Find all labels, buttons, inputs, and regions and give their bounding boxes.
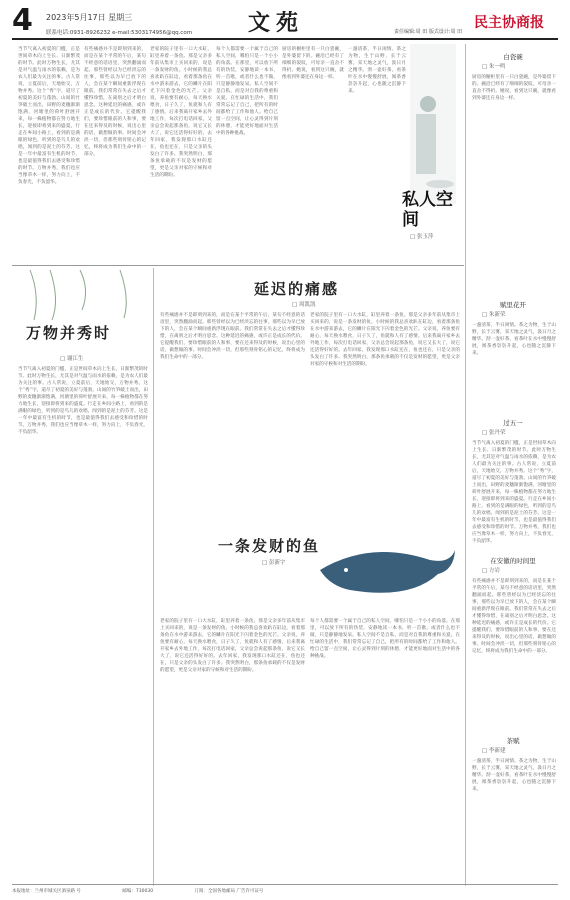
article-title-fish: 一条发财的鱼 [218, 537, 321, 555]
footer-rule [12, 884, 558, 885]
footer-license: 订阅：全国各地邮局 广告许可证号 [194, 889, 264, 894]
column-divider [153, 268, 154, 886]
poem-title-baishou: 白瓷碗 [503, 53, 523, 61]
section-divider [12, 265, 464, 266]
essay-title-tea: 茶赋 [506, 737, 520, 745]
page-number: 4 [12, 3, 33, 38]
poem-body-reply: 一盏清茶，半日闲情。茶之为物，生于山野，长于云雾，采天地之灵气，汲日月之精华。沏一壶好茶，看茶叶在水中慢慢舒展，闻茶香袅袅升起，心也随之沉静下来。 [472, 323, 556, 356]
article-author-pain: □ 周凯凯 [292, 302, 316, 308]
footer-postcode: 邮编：730030 [122, 889, 154, 894]
article-body-fish: 老家的院子里有一口大水缸，缸里养着一条鱼。那是父亲多年前从集市上买回来的，说是一条发财的鱼。小时候的我总喜欢趴在缸边，看着那条鱼在水中游来游去，它的鳞片在阳光下闪着金色的光芒。父亲说，养鱼要有耐心，每天换水喂食，日子久了，鱼就和人有了感情。后来我离开家乡去外地工作，每次打电话回家，父亲总会说起那条鱼，说它又长大了，说它还活得好好的。去年回家，我发现那口水缸还在，鱼也还在，只是父亲的头发白了许多。我突然明白，那条鱼承载的不仅是发财的愿望，更是父亲对家的守候和对生活的期盼。 [160, 619, 305, 673]
private-space-title: 私人空间 [402, 190, 453, 230]
header-rule [12, 38, 558, 40]
article-body-fish-cont: 每个人都需要一个属于自己的私人空间，哪怕只是一个小小的角落。在那里，可以放下所有的伪装，安静地读一本书，听一首歌，或者什么也不做，只是静静地发呆。私人空间不是自私，而是对自我的尊重和关爱。在忙碌的生活中，我们常常忘记了自己，把所有的时间都给了工作和他人。给自己留一点空间，让心灵得到片刻的休憩，才能更好地面对生活中的各种挑战。 [310, 619, 460, 659]
poem-body-baishou: 厨房的橱柜里有一只白瓷碗，是外婆留下的。碗沿已经有了细细的裂纹，可母亲一直舍不得扔。她说，看到这只碗，就像看到外婆还在身边一样。 [472, 75, 556, 101]
contact-info: 联系电话:0931-8926232 e-mail:5303174956@qq.com [46, 30, 193, 36]
poem-author-anhui: □ 方岩 [482, 568, 500, 574]
footer-address: 本报地址：兰州市城关区酒泉路 号 [12, 889, 81, 894]
willow-illustration [20, 270, 150, 320]
footer [12, 888, 558, 894]
poem-body-anhui: 有些痛感并不是即刻到来的，而是在某个平常的午后，某句不经意的话语里，突然翻涌而起。那些曾经以为已经淡忘的往事，那些以为早已放下的人，会在某个瞬间重新浮现在眼前。我们常常在失去之后才懂得珍惜，在离别之后才明白思念。这种延迟的痛感，或许正是成长的代价。它提醒我们，要珍惜眼前的人和事，要在还来得及的时候，说出心里的话，做想做的事。时间会冲淡一切，但那些刻骨铭心的记忆，终将成为我们生命中的一部分。 [472, 579, 556, 654]
essay-author-tea: □ 李新建 [482, 748, 506, 754]
poem-body-mayday: 当节气离入初夏的门槛，正是世间草木向上生长、日渐繁茂的时节。此时万物生长，尤其是对气温与雨水的依赖，是为农人们最为关注的事。古人常说，立夏前后，天地始交，万物并秀。这个“秀”字，道尽了初夏的美好与蓬勃。山间的竹笋破土而出，田野的麦穗渐渐饱满，河塘里的荷叶舒展开来，每一株植物都在努力地生长，迎接即将到来的盛夏。行走在乡间小路上，看到的是满眼的绿色，听到的是鸟儿的欢唱，闻到的是泥土的芬芳。这是一年中最富有生机的时节，也是最值得我们去感受和珍惜的时节。万物并秀，我们也应当像草木一样，努力向上，不负春光，不负韶华。 [472, 441, 556, 544]
whale-illustration [310, 530, 460, 610]
poem-author-baishou: □ 朱一鸣 [482, 64, 506, 70]
paper-name: 民主协商报 [474, 15, 544, 31]
text-column: 每个人都需要一个属于自己的私人空间，哪怕只是一个小小的角落。在那里，可以放下所有的伪装，安静地读一本书，听一首歌，或者什么也不做，只是静静地发呆。私人空间不是自私，而是对自我的尊重和关爱。在忙碌的生活中，我们常常忘记了自己，把所有的时间都给了工作和他人。给自己留一点空间，让心灵得到片刻的休憩，才能更好地面对生活中的各种挑战。 [216, 47, 278, 136]
essay-body-tea: 一盏清茶，半日闲情。茶之为物，生于山野，长于云雾，采天地之灵气，汲日月之精华。沏一壶好茶，看茶叶在水中慢慢舒展，闻茶香袅袅升起，心也随之沉静下来。 [472, 759, 556, 792]
article-author-fish: □ 彭新宇 [262, 560, 286, 566]
text-column: 厨房的橱柜里有一只白瓷碗，是外婆留下的。碗沿已经有了细细的裂纹，可母亲一直舍不得扔。她说，看到这只碗，就像看到外婆还在身边一样。 [282, 47, 344, 80]
poem-title-mayday: 过五一 [503, 419, 523, 427]
poem-title-anhui: 在安徽的时间里 [490, 557, 536, 565]
article-title-nature: 万物并秀时 [26, 324, 112, 342]
article-title-pain: 延迟的痛感 [254, 280, 340, 298]
sidebar-divider [465, 44, 466, 886]
issue-date: 2023年5月17日 星期三 [46, 13, 133, 22]
poem-author-mayday: □ 张丹荣 [482, 430, 506, 436]
article-body-pain: 有些痛感并不是即刻到来的，而是在某个平常的午后，某句不经意的话语里，突然翻涌而起。那些曾经以为已经淡忘的往事，那些以为早已放下的人，会在某个瞬间重新浮现在眼前。我们常常在失去之后才懂得珍惜，在离别之后才明白思念。这种延迟的痛感，或许正是成长的代价。它提醒我们，要珍惜眼前的人和事，要在还来得及的时候，说出心里的话，做想做的事。时间会冲淡一切，但那些刻骨铭心的记忆，终将成为我们生命中的一部分。 [160, 313, 305, 360]
text-column: 当节气离入初夏的门槛，正是世间草木向上生长、日渐繁茂的时节。此时万物生长，尤其是对气温与雨水的依赖，是为农人们最为关注的事。古人常说，立夏前后，天地始交，万物并秀。这个“秀”字，道尽了初夏的美好与蓬勃。山间的竹笋破土而出，田野的麦穗渐渐饱满，河塘里的荷叶舒展开来，每一株植物都在努力地生长，迎接即将到来的盛夏。行走在乡间小路上，看到的是满眼的绿色，听到的是鸟儿的欢唱，闻到的是泥土的芬芳。这是一年中最富有生机的时节，也是最值得我们去感受和珍惜的时节。万物并秀，我们也应当像草木一样，努力向上，不负春光，不负韶华。 [18, 47, 80, 185]
poem-author-reply: □ 朱新荣 [482, 312, 506, 318]
poem-title-reply: 赋里花开 [500, 301, 526, 309]
private-space-author: □ 张玉萍 [410, 234, 434, 240]
text-column: 老家的院子里有一口大水缸，缸里养着一条鱼。那是父亲多年前从集市上买回来的，说是一条发财的鱼。小时候的我总喜欢趴在缸边，看着那条鱼在水中游来游去，它的鳞片在阳光下闪着金色的光芒。父亲说，养鱼要有耐心，每天换水喂食，日子久了，鱼就和人有了感情。后来我离开家乡去外地工作，每次打电话回家，父亲总会说起那条鱼，说它又长大了，说它还活得好好的。去年回家，我发现那口水缸还在，鱼也还在，只是父亲的头发白了许多。我突然明白，那条鱼承载的不仅是发财的愿望，更是父亲对家的守候和对生活的期盼。 [150, 47, 212, 178]
private-space-illustration [410, 44, 456, 204]
editor-info: 责任编辑:周 田 版式设计:周 田 [394, 29, 463, 35]
text-column: 一盏清茶，半日闲情。茶之为物，生于山野，长于云雾，采天地之灵气，汲日月之精华。沏一壶好茶，看茶叶在水中慢慢舒展，闻茶香袅袅升起，心也随之沉静下来。 [348, 47, 406, 94]
section-title: 文苑 [248, 10, 305, 36]
article-body-pain-cont: 老家的院子里有一口大水缸，缸里养着一条鱼。那是父亲多年前从集市上买回来的，说是一条发财的鱼。小时候的我总喜欢趴在缸边，看着那条鱼在水中游来游去，它的鳞片在阳光下闪着金色的光芒。父亲说，养鱼要有耐心，每天换水喂食，日子久了，鱼就和人有了感情。后来我离开家乡去外地工作，每次打电话回家，父亲总会说起那条鱼，说它又长大了，说它还活得好好的。去年回家，我发现那口水缸还在，鱼也还在，只是父亲的头发白了许多。我突然明白，那条鱼承载的不仅是发财的愿望，更是父亲对家的守候和对生活的期盼。 [310, 313, 460, 367]
article-body-nature: 当节气离入初夏的门槛，正是世间草木向上生长、日渐繁茂的时节。此时万物生长，尤其是对气温与雨水的依赖，是为农人们最为关注的事。古人常说，立夏前后，天地始交，万物并秀。这个“秀”字，道尽了初夏的美好与蓬勃。山间的竹笋破土而出，田野的麦穗渐渐饱满，河塘里的荷叶舒展开来，每一株植物都在努力地生长，迎接即将到来的盛夏。行走在乡间小路上，看到的是满眼的绿色，听到的是鸟儿的欢唱，闻到的是泥土的芬芳。这是一年中最富有生机的时节，也是最值得我们去感受和珍惜的时节。万物并秀，我们也应当像草木一样，努力向上，不负春光，不负韶华。 [18, 367, 148, 435]
text-column: 有些痛感并不是即刻到来的，而是在某个平常的午后，某句不经意的话语里，突然翻涌而起。那些曾经以为已经淡忘的往事，那些以为早已放下的人，会在某个瞬间重新浮现在眼前。我们常常在失去之后才懂得珍惜，在离别之后才明白思念。这种延迟的痛感，或许正是成长的代价。它提醒我们，要珍惜眼前的人和事，要在还来得及的时候，说出心里的话，做想做的事。时间会冲淡一切，但那些刻骨铭心的记忆，终将成为我们生命中的一部分。 [84, 47, 146, 157]
article-author-nature: □ 谢江生 [60, 356, 84, 362]
